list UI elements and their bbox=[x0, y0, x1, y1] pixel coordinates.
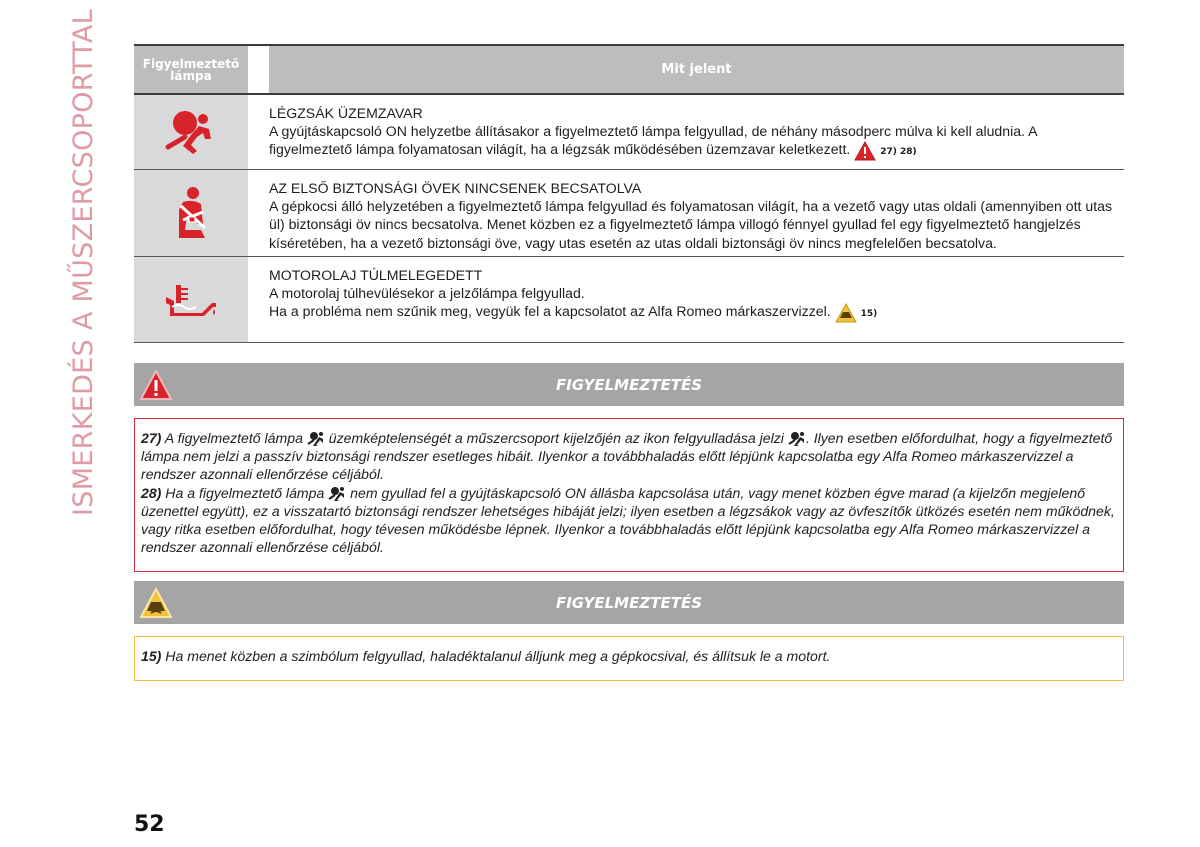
yellow-warning-icon bbox=[835, 303, 857, 323]
warning-triangle-icon bbox=[854, 141, 876, 161]
warning-note-box bbox=[134, 636, 1124, 681]
table-row bbox=[134, 170, 1124, 257]
row-text bbox=[248, 257, 1124, 342]
row-body-line2: Ha a probléma nem szűnik meg, vegyük fel a kapcsolatot az Alfa Romeo márkaszervizzel. bbox=[269, 303, 831, 320]
seat-belt-icon bbox=[171, 186, 211, 240]
side-chapter-title: ISMERKEDÉS A MŰSZERCSOPORTTAL bbox=[68, 9, 99, 516]
note-27 bbox=[141, 429, 1117, 484]
row-title: LÉGZSÁK ÜZEMZAVAR bbox=[269, 105, 423, 121]
airbag-warning-icon bbox=[165, 109, 217, 155]
warning-lights-table bbox=[134, 44, 1124, 343]
note-text: A figyelmeztető lámpa bbox=[164, 430, 303, 446]
note-text: nem gyullad fel a gyújtáskapcsoló ON állásba kapcsolása után, vagy menet közben égve marad (a kijelzőn megjelenő üzenettel együtt), ez a visszatartó biztonsági rendszer lehetséges hibáját jelzi; ilyen esetben a légzsákok vagy az övfeszítők ütközés esetén nem működnek, vagy ritka esetben előfordulhat, hogy tévesen működésbe lépnek. Ilyenkor a továbbhaladás előtt lépjünk kapcsolatba egy Alfa Romeo márkaszervizzel a rendszer azonnali ellenőrzése céljából. bbox=[141, 484, 1115, 556]
note-28 bbox=[141, 484, 1117, 557]
row-text bbox=[248, 95, 1124, 169]
table-row bbox=[134, 95, 1124, 170]
yellow-warning-icon bbox=[136, 581, 176, 624]
warning-header-yellow bbox=[134, 581, 1124, 624]
row-description bbox=[269, 122, 1120, 161]
airbag-small-icon bbox=[307, 431, 325, 447]
note-reference: 27) 28) bbox=[880, 147, 917, 158]
note-label: 27) bbox=[141, 430, 162, 446]
note-label: 15) bbox=[141, 648, 162, 664]
warning-note-box bbox=[134, 418, 1124, 572]
header-col1-line1: Figyelmeztető bbox=[142, 56, 240, 71]
red-warning-icon bbox=[136, 363, 176, 406]
note-15 bbox=[141, 647, 1117, 665]
row-title: MOTOROLAJ TÚLMELEGEDETT bbox=[269, 267, 483, 283]
note-text: Ha a figyelmeztető lámpa bbox=[165, 484, 325, 501]
row-body: A gépkocsi álló helyzetében a figyelmeztető lámpa felgyullad és folyamatosan világít, ha a vezető vagy utas oldali (amennyiben ott utas ül) biztonsági öv nincs becsatolva. Menet közben ez a figyelmeztető lámpa villogó fénnyel gyullad fel egy figyelmeztető hangjelzés kíséretében, ha a vezető biztonsági öve, vagy utas esetén az utas oldali biztonsági öv nincs megfelelően becsatolva. bbox=[269, 198, 1112, 251]
warning-title: FIGYELMEZTETÉS bbox=[555, 593, 702, 612]
warning-header-red bbox=[134, 363, 1124, 406]
header-meaning: Mit jelent bbox=[269, 46, 1124, 93]
icon-cell bbox=[134, 95, 248, 169]
note-label: 28) bbox=[141, 484, 162, 501]
icon-cell bbox=[134, 257, 248, 342]
table-header bbox=[134, 44, 1124, 95]
oil-temperature-icon bbox=[164, 283, 218, 317]
row-body-line1: A motorolaj túlhevülésekor a jelzőlámpa felgyullad. bbox=[269, 285, 585, 302]
row-title: AZ ELSŐ BIZTONSÁGI ÖVEK NINCSENEK BECSATOLVA bbox=[269, 180, 642, 196]
note-reference: 15) bbox=[860, 309, 878, 320]
table-row bbox=[134, 257, 1124, 343]
warning-title: FIGYELMEZTETÉS bbox=[555, 375, 702, 394]
note-text: Ha menet közben a szimbólum felgyullad, haladéktalanul álljunk meg a gépkocsival, és állítsuk le a motort. bbox=[165, 648, 831, 664]
airbag-small-icon bbox=[328, 486, 346, 502]
note-text: . Ilyen esetben előfordulhat, hogy a figyelmeztető lámpa nem jelzi a passzív biztonsági rendszer esetleges hibáit. Ilyenkor a továbbhaladás előtt lépjünk kapcsolatba egy Alfa Romeo márkaszervizzel a rendszer azonnali ellenőrzése céljából. bbox=[141, 430, 1113, 483]
airbag-small-icon bbox=[788, 431, 806, 447]
header-col1-line2: lámpa bbox=[170, 68, 212, 83]
note-text: üzemképtelenségét a műszercsoport kijelzőjén az ikon felgyulladása jelzi bbox=[328, 430, 784, 446]
row-body: A gyújtáskapcsoló ON helyzetbe állításakor a figyelmeztető lámpa felgyullad, de néhány másodperc múlva ki kell aludnia. A figyelmeztető lámpa folyamatosan világít, ha a légzsák működésében üzemzavar keletkezett. bbox=[269, 123, 1037, 158]
page-number: 52 bbox=[134, 812, 165, 837]
header-warning-lamp bbox=[134, 46, 248, 93]
row-text bbox=[248, 170, 1124, 256]
icon-cell bbox=[134, 170, 248, 256]
row-description bbox=[269, 302, 1120, 323]
